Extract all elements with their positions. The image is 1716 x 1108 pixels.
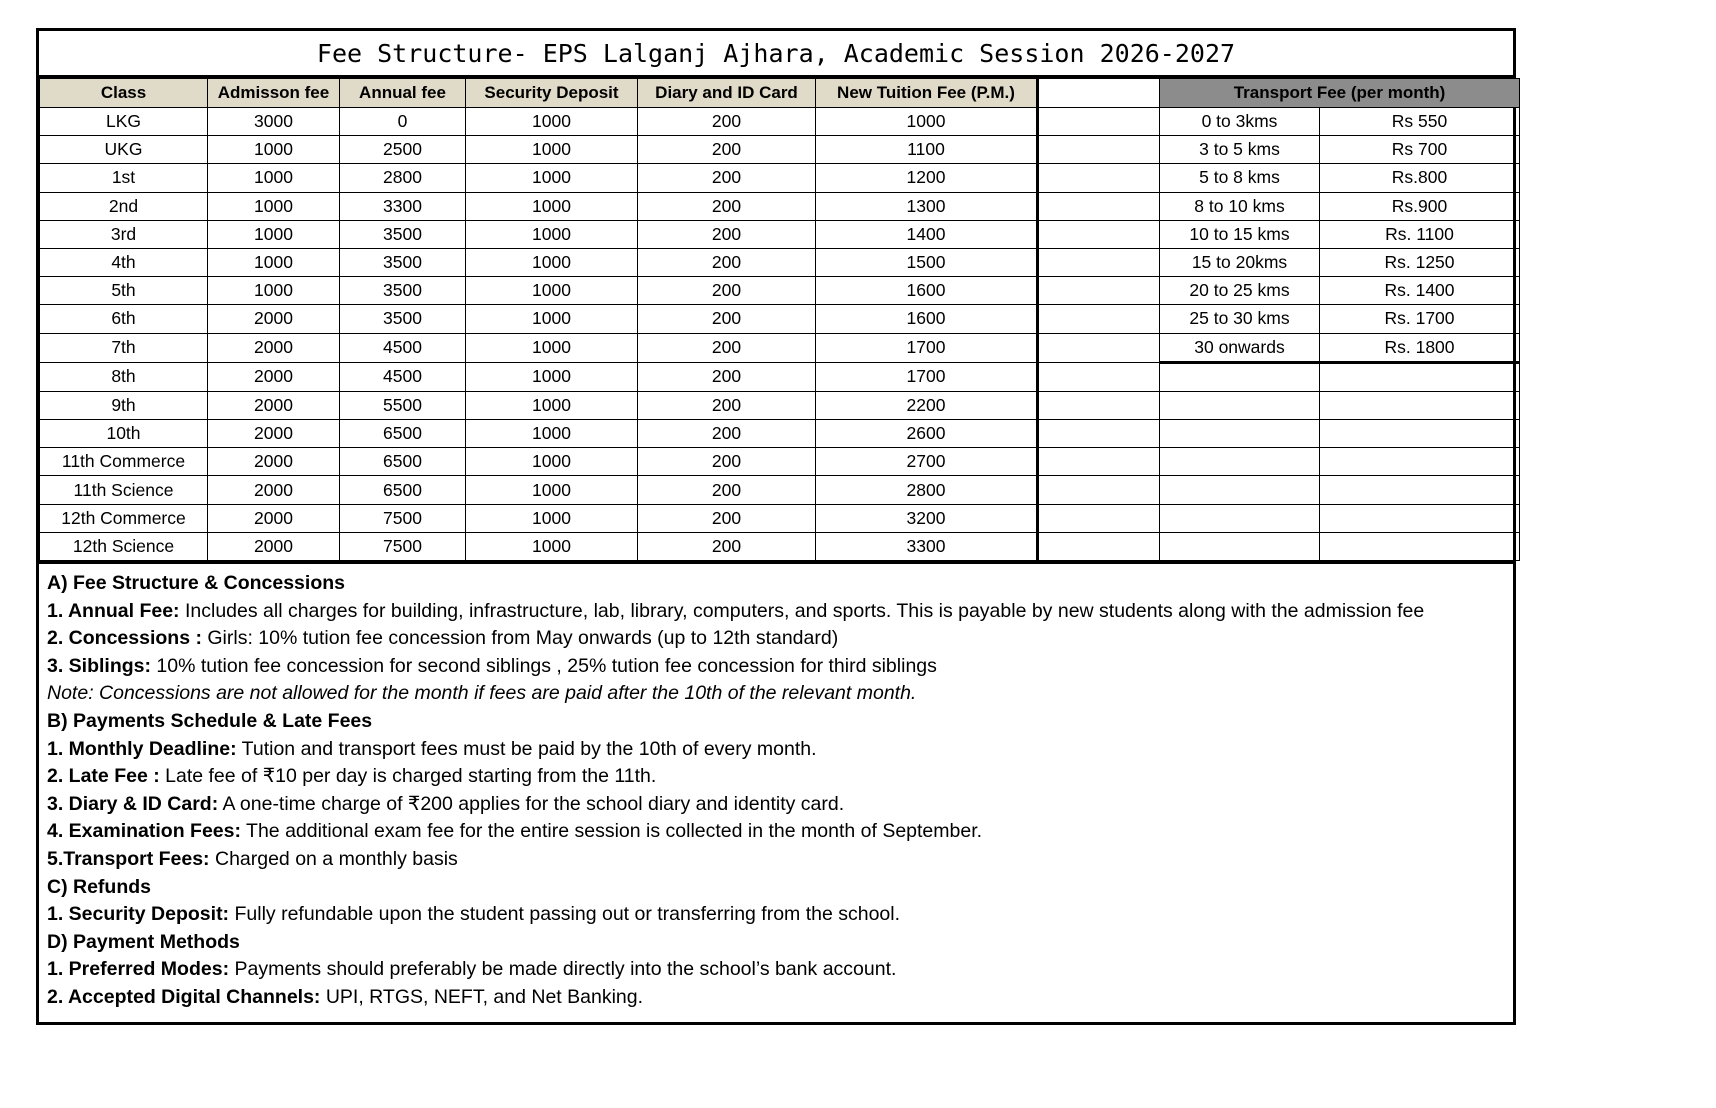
note-late-fee-label: 2. Late Fee : <box>47 765 160 788</box>
cell-new-tuition-fee: 2800 <box>816 476 1038 504</box>
cell-transport-distance-empty <box>1160 362 1320 391</box>
note-examination-fees <box>47 818 1507 846</box>
cell-annual-fee: 4500 <box>340 333 466 362</box>
cell-new-tuition-fee: 1700 <box>816 362 1038 391</box>
cell-diary-and-id-card: 200 <box>638 164 816 192</box>
column-header-security-deposit: Security Deposit <box>466 79 638 108</box>
cell-new-tuition-fee: 2600 <box>816 420 1038 448</box>
note-security-deposit-label: 1. Security Deposit: <box>47 903 230 926</box>
table-row <box>40 220 1520 248</box>
cell-security-deposit: 1000 <box>466 504 638 532</box>
cell-admission-fee: 1000 <box>208 164 340 192</box>
cell-transport-fee: Rs.900 <box>1320 192 1520 220</box>
cell-annual-fee: 3500 <box>340 277 466 305</box>
cell-security-deposit: 1000 <box>466 420 638 448</box>
cell-diary-and-id-card: 200 <box>638 420 816 448</box>
cell-transport-fee: Rs. 1100 <box>1320 220 1520 248</box>
cell-new-tuition-fee: 1500 <box>816 248 1038 276</box>
cell-spacer <box>1038 305 1160 333</box>
cell-spacer <box>1038 448 1160 476</box>
cell-transport-distance: 8 to 10 kms <box>1160 192 1320 220</box>
cell-annual-fee: 6500 <box>340 420 466 448</box>
cell-class: 11th Science <box>40 476 208 504</box>
cell-class: 6th <box>40 305 208 333</box>
cell-spacer <box>1038 504 1160 532</box>
column-header-new-tuition-fee: New Tuition Fee (P.M.) <box>816 79 1038 108</box>
cell-security-deposit: 1000 <box>466 136 638 164</box>
cell-transport-distance-empty <box>1160 532 1320 560</box>
note-examination-fees-label: 4. Examination Fees: <box>47 820 241 843</box>
table-row <box>40 448 1520 476</box>
table-row <box>40 108 1520 136</box>
cell-admission-fee: 1000 <box>208 192 340 220</box>
cell-annual-fee: 4500 <box>340 362 466 391</box>
cell-security-deposit: 1000 <box>466 108 638 136</box>
cell-spacer <box>1038 532 1160 560</box>
cell-spacer <box>1038 220 1160 248</box>
note-concessions <box>47 625 1507 653</box>
note-late-fee <box>47 763 1507 791</box>
cell-admission-fee: 2000 <box>208 362 340 391</box>
column-header-annual-fee: Annual fee <box>340 79 466 108</box>
cell-spacer <box>1038 136 1160 164</box>
note-diary-id-card-text: A one-time charge of ₹200 applies for the school diary and identity card. <box>218 792 845 815</box>
cell-security-deposit: 1000 <box>466 476 638 504</box>
cell-security-deposit: 1000 <box>466 248 638 276</box>
cell-class: 3rd <box>40 220 208 248</box>
column-header-admission-fee: Admisson fee <box>208 79 340 108</box>
note-transport-fees-label: 5.Transport Fees: <box>47 847 210 870</box>
cell-class: UKG <box>40 136 208 164</box>
cell-admission-fee: 2000 <box>208 305 340 333</box>
cell-class: 8th <box>40 362 208 391</box>
cell-transport-fee-empty <box>1320 391 1520 419</box>
cell-class: 7th <box>40 333 208 362</box>
cell-annual-fee: 7500 <box>340 532 466 560</box>
table-header-row <box>40 79 1520 108</box>
cell-security-deposit: 1000 <box>466 305 638 333</box>
note-monthly-deadline-text: Tution and transport fees must be paid by the 10th of every month. <box>236 737 817 760</box>
cell-diary-and-id-card: 200 <box>638 136 816 164</box>
section-c-heading: C) Refunds <box>47 875 151 898</box>
cell-transport-fee-empty <box>1320 420 1520 448</box>
cell-admission-fee: 2000 <box>208 448 340 476</box>
cell-new-tuition-fee: 2200 <box>816 391 1038 419</box>
cell-annual-fee: 2800 <box>340 164 466 192</box>
note-examination-fees-text: The additional exam fee for the entire session is collected in the month of September. <box>240 820 983 843</box>
cell-new-tuition-fee: 3200 <box>816 504 1038 532</box>
cell-class: 5th <box>40 277 208 305</box>
table-row <box>40 362 1520 391</box>
cell-admission-fee: 2000 <box>208 391 340 419</box>
cell-new-tuition-fee: 1100 <box>816 136 1038 164</box>
cell-class: 9th <box>40 391 208 419</box>
cell-diary-and-id-card: 200 <box>638 277 816 305</box>
cell-diary-and-id-card: 200 <box>638 448 816 476</box>
cell-class: 12th Commerce <box>40 504 208 532</box>
cell-new-tuition-fee: 1600 <box>816 277 1038 305</box>
cell-diary-and-id-card: 200 <box>638 305 816 333</box>
cell-new-tuition-fee: 1400 <box>816 220 1038 248</box>
cell-class: 4th <box>40 248 208 276</box>
cell-diary-and-id-card: 200 <box>638 220 816 248</box>
cell-diary-and-id-card: 200 <box>638 504 816 532</box>
cell-annual-fee: 6500 <box>340 476 466 504</box>
table-row <box>40 391 1520 419</box>
cell-class: 10th <box>40 420 208 448</box>
cell-admission-fee: 1000 <box>208 220 340 248</box>
cell-transport-distance: 25 to 30 kms <box>1160 305 1320 333</box>
cell-security-deposit: 1000 <box>466 448 638 476</box>
document-title-row <box>39 31 1513 78</box>
cell-annual-fee: 3500 <box>340 220 466 248</box>
cell-new-tuition-fee: 3300 <box>816 532 1038 560</box>
cell-transport-fee-empty <box>1320 362 1520 391</box>
table-row <box>40 532 1520 560</box>
table-row <box>40 476 1520 504</box>
cell-diary-and-id-card: 200 <box>638 192 816 220</box>
note-preferred-modes <box>47 956 1507 984</box>
cell-spacer <box>1038 391 1160 419</box>
cell-transport-distance: 3 to 5 kms <box>1160 136 1320 164</box>
column-header-diary-and-id-card: Diary and ID Card <box>638 79 816 108</box>
table-row <box>40 333 1520 362</box>
cell-annual-fee: 5500 <box>340 391 466 419</box>
table-row <box>40 248 1520 276</box>
cell-diary-and-id-card: 200 <box>638 333 816 362</box>
cell-transport-distance: 0 to 3kms <box>1160 108 1320 136</box>
table-row <box>40 136 1520 164</box>
cell-class: 12th Science <box>40 532 208 560</box>
note-digital-channels-label: 2. Accepted Digital Channels: <box>47 985 321 1008</box>
note-diary-id-card-label: 3. Diary & ID Card: <box>47 792 219 815</box>
note-preferred-modes-label: 1. Preferred Modes: <box>47 958 230 981</box>
cell-transport-fee: Rs 550 <box>1320 108 1520 136</box>
cell-spacer <box>1038 248 1160 276</box>
cell-new-tuition-fee: 1200 <box>816 164 1038 192</box>
section-a-heading: A) Fee Structure & Concessions <box>47 572 345 594</box>
cell-annual-fee: 6500 <box>340 448 466 476</box>
cell-admission-fee: 1000 <box>208 248 340 276</box>
table-row <box>40 504 1520 532</box>
note-transport-fees-text: Charged on a monthly basis <box>209 847 458 870</box>
cell-transport-distance: 30 onwards <box>1160 333 1320 362</box>
cell-spacer <box>1038 420 1160 448</box>
cell-admission-fee: 2000 <box>208 476 340 504</box>
cell-security-deposit: 1000 <box>466 277 638 305</box>
cell-transport-fee-empty <box>1320 448 1520 476</box>
cell-security-deposit: 1000 <box>466 362 638 391</box>
fee-structure-table <box>39 78 1520 561</box>
cell-annual-fee: 2500 <box>340 136 466 164</box>
cell-spacer <box>1038 476 1160 504</box>
cell-class: LKG <box>40 108 208 136</box>
cell-security-deposit: 1000 <box>466 532 638 560</box>
cell-transport-distance: 10 to 15 kms <box>1160 220 1320 248</box>
cell-admission-fee: 3000 <box>208 108 340 136</box>
cell-class: 11th Commerce <box>40 448 208 476</box>
cell-transport-distance-empty <box>1160 448 1320 476</box>
note-late-fee-text: Late fee of ₹10 per day is charged starting from the 11th. <box>159 765 657 788</box>
cell-admission-fee: 2000 <box>208 333 340 362</box>
cell-transport-fee: Rs 700 <box>1320 136 1520 164</box>
page-title: Fee Structure- EPS Lalganj Ajhara, Academic Session 2026-2027 <box>316 38 1236 68</box>
cell-admission-fee: 1000 <box>208 136 340 164</box>
column-header-class: Class <box>40 79 208 108</box>
cell-transport-fee: Rs. 1400 <box>1320 277 1520 305</box>
cell-annual-fee: 3300 <box>340 192 466 220</box>
cell-spacer <box>1038 362 1160 391</box>
note-diary-id-card <box>47 791 1507 819</box>
cell-spacer <box>1038 333 1160 362</box>
cell-transport-fee: Rs.800 <box>1320 164 1520 192</box>
note-concessions-label: 2. Concessions : <box>47 627 202 650</box>
cell-transport-fee: Rs. 1250 <box>1320 248 1520 276</box>
cell-diary-and-id-card: 200 <box>638 532 816 560</box>
cell-new-tuition-fee: 1600 <box>816 305 1038 333</box>
cell-new-tuition-fee: 1700 <box>816 333 1038 362</box>
cell-spacer <box>1038 277 1160 305</box>
cell-class: 2nd <box>40 192 208 220</box>
cell-admission-fee: 2000 <box>208 504 340 532</box>
note-digital-channels-text: UPI, RTGS, NEFT, and Net Banking. <box>320 985 644 1008</box>
fee-structure-sheet <box>36 28 1516 1025</box>
cell-annual-fee: 3500 <box>340 305 466 333</box>
note-monthly-deadline-label: 1. Monthly Deadline: <box>47 737 237 760</box>
cell-annual-fee: 0 <box>340 108 466 136</box>
note-preferred-modes-text: Payments should preferably be made directly into the school’s bank account. <box>229 958 897 981</box>
cell-admission-fee: 2000 <box>208 420 340 448</box>
cell-transport-distance-empty <box>1160 420 1320 448</box>
column-header-transport-fee: Transport Fee (per month) <box>1160 79 1520 108</box>
note-concession-deadline: Note: Concessions are not allowed for the month if fees are paid after the 10th of the relevant month. <box>47 682 917 705</box>
cell-new-tuition-fee: 2700 <box>816 448 1038 476</box>
cell-security-deposit: 1000 <box>466 164 638 192</box>
cell-transport-distance-empty <box>1160 504 1320 532</box>
cell-new-tuition-fee: 1000 <box>816 108 1038 136</box>
note-concessions-text: Girls: 10% tution fee concession from May onwards (up to 12th standard) <box>201 627 839 650</box>
note-annual-fee-label: 1. Annual Fee: <box>47 599 180 622</box>
table-row <box>40 192 1520 220</box>
cell-transport-fee-empty <box>1320 476 1520 504</box>
table-row <box>40 420 1520 448</box>
note-siblings-text: 10% tution fee concession for second siblings , 25% tution fee concession for third siblings <box>151 654 937 677</box>
note-monthly-deadline <box>47 736 1507 764</box>
cell-diary-and-id-card: 200 <box>638 248 816 276</box>
cell-transport-fee: Rs. 1800 <box>1320 333 1520 362</box>
cell-transport-fee: Rs. 1700 <box>1320 305 1520 333</box>
cell-transport-distance: 15 to 20kms <box>1160 248 1320 276</box>
note-digital-channels <box>47 984 1507 1012</box>
cell-transport-distance: 20 to 25 kms <box>1160 277 1320 305</box>
notes-section <box>39 561 1513 1022</box>
fee-table-body <box>40 108 1520 561</box>
cell-diary-and-id-card: 200 <box>638 362 816 391</box>
cell-class: 1st <box>40 164 208 192</box>
note-security-deposit-text: Fully refundable upon the student passing out or transferring from the school. <box>229 903 901 926</box>
note-annual-fee-text: Includes all charges for building, infrastructure, lab, library, computers, and sports. This is payable by new students along with the admission fee <box>179 599 1425 622</box>
cell-admission-fee: 1000 <box>208 277 340 305</box>
cell-diary-and-id-card: 200 <box>638 476 816 504</box>
cell-transport-distance: 5 to 8 kms <box>1160 164 1320 192</box>
cell-security-deposit: 1000 <box>466 333 638 362</box>
cell-new-tuition-fee: 1300 <box>816 192 1038 220</box>
cell-security-deposit: 1000 <box>466 391 638 419</box>
cell-transport-distance-empty <box>1160 391 1320 419</box>
cell-security-deposit: 1000 <box>466 192 638 220</box>
column-header-spacer <box>1038 79 1160 108</box>
cell-admission-fee: 2000 <box>208 532 340 560</box>
cell-transport-fee-empty <box>1320 532 1520 560</box>
note-transport-fees <box>47 846 1507 874</box>
cell-transport-distance-empty <box>1160 476 1320 504</box>
table-row <box>40 305 1520 333</box>
note-annual-fee <box>47 598 1507 626</box>
note-siblings <box>47 653 1507 681</box>
cell-annual-fee: 3500 <box>340 248 466 276</box>
section-d-heading: D) Payment Methods <box>47 930 240 953</box>
cell-spacer <box>1038 192 1160 220</box>
table-row <box>40 277 1520 305</box>
cell-spacer <box>1038 164 1160 192</box>
note-security-deposit <box>47 901 1507 929</box>
cell-diary-and-id-card: 200 <box>638 391 816 419</box>
section-b-heading: B) Payments Schedule & Late Fees <box>47 709 373 732</box>
cell-annual-fee: 7500 <box>340 504 466 532</box>
cell-transport-fee-empty <box>1320 504 1520 532</box>
table-row <box>40 164 1520 192</box>
cell-diary-and-id-card: 200 <box>638 108 816 136</box>
cell-security-deposit: 1000 <box>466 220 638 248</box>
note-siblings-label: 3. Siblings: <box>47 654 152 677</box>
cell-spacer <box>1038 108 1160 136</box>
